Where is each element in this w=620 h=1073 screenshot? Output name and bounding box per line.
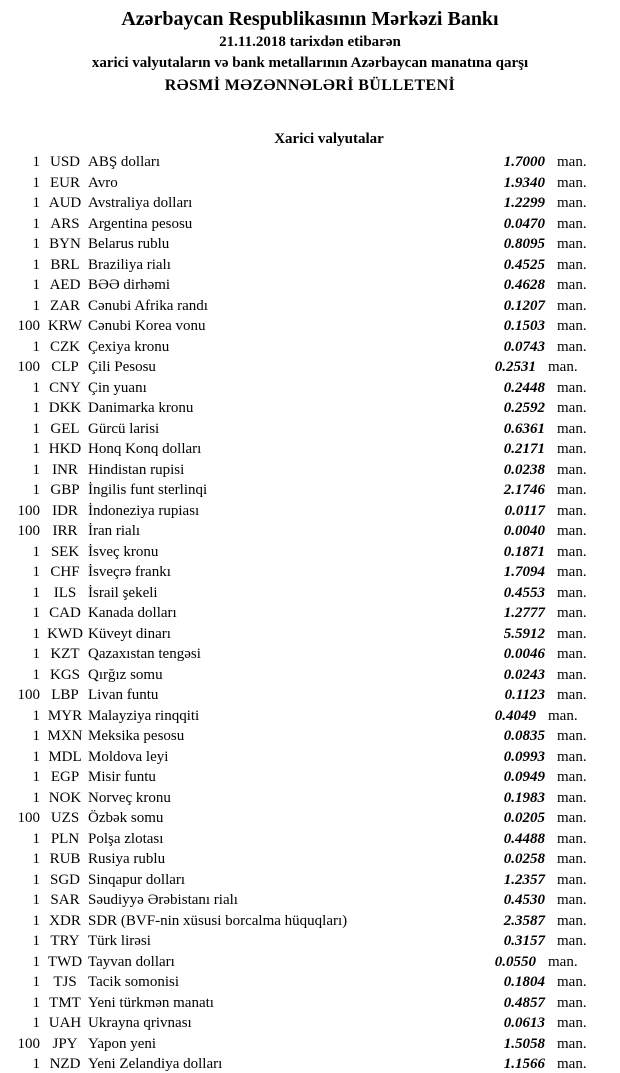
unit-label: man. — [557, 687, 587, 703]
exchange-rate: 0.4628 — [503, 277, 545, 293]
currency-code: ZAR — [50, 297, 80, 314]
rate-row — [0, 234, 605, 255]
exchange-rate: 0.0243 — [503, 666, 545, 683]
unit-label: man. — [557, 400, 587, 416]
unit-label: man. — [548, 953, 578, 970]
rate-row — [0, 726, 605, 747]
rate-row — [0, 890, 605, 911]
unit-label: man. — [557, 215, 587, 232]
unit-label: man. — [557, 666, 587, 683]
currency-code: KWD — [47, 625, 83, 642]
quantity: 1 — [32, 379, 40, 396]
unit-label: man. — [557, 543, 587, 560]
exchange-rate: 1.2777 — [503, 605, 545, 621]
exchange-rate: 0.2531 — [494, 359, 536, 375]
currency-code: CHF — [50, 564, 80, 580]
currency-code: PLN — [50, 830, 80, 847]
currency-code: AUD — [48, 195, 82, 211]
quantity: 1 — [32, 789, 40, 806]
exchange-rate: 0.0205 — [503, 810, 545, 826]
currency-name: Çili Pesosu — [88, 359, 156, 375]
quantity: 1 — [32, 584, 40, 601]
quantity: 1 — [32, 256, 40, 273]
exchange-rate: 0.4525 — [503, 256, 545, 273]
exchange-rate: 1.9340 — [503, 174, 545, 191]
currency-name: Tacik somonisi — [88, 974, 180, 990]
exchange-rate: 1.7000 — [503, 154, 545, 170]
currency-code: CAD — [49, 605, 81, 621]
currency-name: SDR (BVF-nin xüsusi borcalma hüquqları) — [88, 912, 348, 929]
rate-row — [0, 337, 605, 358]
currency-code: KZT — [50, 646, 80, 662]
exchange-rate: 0.1503 — [503, 318, 545, 334]
exchange-rate: 0.0613 — [503, 1015, 545, 1031]
currency-name: Yeni Zelandiya dolları — [88, 1056, 223, 1072]
quantity: 100 — [17, 810, 40, 826]
quantity: 1 — [32, 646, 40, 662]
unit-label: man. — [557, 933, 587, 949]
exchange-rate: 0.2592 — [503, 400, 545, 416]
bulletin-title: RƏSMİ MƏZƏNNƏLƏRİ BÜLLETENİ — [164, 77, 456, 94]
quantity: 1 — [32, 277, 40, 293]
exchange-rate: 0.2171 — [503, 441, 545, 457]
quantity: 1 — [32, 707, 40, 724]
subject-line: xarici valyutaların və bank metallarının Azərbaycan manatına qarşı — [91, 55, 529, 71]
currency-name: Gürcü larisi — [88, 420, 160, 437]
currency-code: TRY — [50, 933, 80, 949]
rate-row — [0, 562, 605, 583]
currency-name: Ukrayna qrivnası — [88, 1015, 192, 1031]
exchange-rate: 0.1983 — [503, 789, 545, 806]
unit-label: man. — [557, 236, 587, 252]
exchange-rate: 0.0550 — [494, 953, 536, 970]
unit-label: man. — [557, 277, 587, 293]
unit-label: man. — [557, 625, 587, 642]
unit-label: man. — [557, 769, 587, 785]
unit-label: man. — [557, 810, 587, 826]
quantity: 1 — [32, 154, 40, 170]
unit-label: man. — [557, 338, 587, 355]
exchange-rate: 0.0993 — [503, 748, 545, 765]
exchange-rate: 2.3587 — [503, 912, 545, 929]
rate-row — [0, 521, 605, 542]
unit-label: man. — [557, 646, 587, 662]
currency-name: Avstraliya dolları — [88, 195, 193, 211]
unit-label: man. — [557, 174, 587, 191]
currency-code: KGS — [49, 666, 80, 683]
unit-label: man. — [557, 584, 587, 601]
exchange-rate: 2.1746 — [503, 482, 545, 498]
rate-row — [0, 275, 605, 296]
currency-code: LBP — [51, 687, 79, 703]
unit-label: man. — [557, 256, 587, 273]
currency-code: DKK — [48, 400, 82, 416]
rate-row — [0, 193, 605, 214]
rate-row — [0, 480, 605, 501]
currency-name: Moldova leyi — [88, 748, 169, 765]
quantity: 100 — [17, 502, 40, 519]
rate-row — [0, 152, 605, 173]
quantity: 1 — [32, 482, 40, 498]
currency-name: Meksika pesosu — [88, 728, 185, 744]
unit-label: man. — [557, 912, 587, 929]
currency-name: Hindistan rupisi — [88, 461, 185, 478]
exchange-rate: 0.1871 — [503, 543, 545, 560]
rate-row — [0, 1054, 605, 1073]
quantity: 1 — [32, 892, 40, 908]
currency-name: Misir funtu — [88, 769, 156, 785]
bulletin-header — [0, 0, 620, 98]
quantity: 1 — [32, 420, 40, 437]
unit-label: man. — [557, 851, 587, 867]
currency-name: Çin yuanı — [88, 379, 147, 396]
unit-label: man. — [548, 707, 578, 724]
currency-code: NOK — [48, 789, 82, 806]
bank-title: Azərbaycan Respublikasının Mərkəzi Bankı — [121, 8, 499, 30]
rate-row — [0, 1013, 605, 1034]
quantity: 1 — [32, 441, 40, 457]
unit-label: man. — [557, 297, 587, 314]
exchange-rate: 0.6361 — [503, 420, 545, 437]
section-title: Xarici valyutalar — [274, 131, 384, 147]
quantity: 1 — [32, 215, 40, 232]
quantity: 100 — [17, 523, 40, 539]
currency-name: İsveçrə frankı — [88, 564, 171, 580]
currency-name: İsveç kronu — [88, 543, 159, 560]
unit-label: man. — [557, 420, 587, 437]
currency-code: UAH — [48, 1015, 82, 1031]
quantity: 1 — [32, 666, 40, 683]
currency-name: ABŞ dolları — [88, 154, 161, 170]
unit-label: man. — [557, 523, 587, 539]
rate-row — [0, 952, 605, 973]
currency-name: Malayziya rinqqiti — [88, 707, 200, 724]
unit-label: man. — [557, 830, 587, 847]
rate-row — [0, 439, 605, 460]
currency-code: CNY — [49, 379, 81, 396]
currency-code: CLP — [51, 359, 79, 375]
quantity: 1 — [32, 400, 40, 416]
rate-row — [0, 255, 605, 276]
exchange-rate: 0.4488 — [503, 830, 545, 847]
quantity: 1 — [32, 769, 40, 785]
currency-name: Avro — [88, 174, 118, 191]
unit-label: man. — [557, 728, 587, 744]
currency-name: Honq Konq dolları — [88, 441, 202, 457]
rate-row — [0, 398, 605, 419]
rate-row — [0, 542, 605, 563]
exchange-rate: 0.0470 — [503, 215, 545, 232]
currency-code: EGP — [50, 769, 80, 785]
currency-name: Türk lirəsi — [88, 933, 151, 949]
currency-name: Yeni türkmən manatı — [88, 994, 214, 1011]
currency-code: TWD — [47, 953, 83, 970]
exchange-rate: 1.5058 — [503, 1035, 545, 1052]
rate-row — [0, 378, 605, 399]
quantity: 100 — [17, 1035, 40, 1052]
quantity: 1 — [32, 236, 40, 252]
exchange-rate: 0.4049 — [494, 707, 536, 724]
rate-row — [0, 829, 605, 850]
quantity: 1 — [32, 1056, 40, 1072]
unit-label: man. — [557, 1056, 587, 1072]
unit-label: man. — [557, 564, 587, 580]
quantity: 1 — [32, 195, 40, 211]
quantity: 1 — [32, 871, 40, 888]
rate-row — [0, 419, 605, 440]
rate-row — [0, 808, 605, 829]
currency-name: İran rialı — [88, 523, 141, 539]
currency-code: MYR — [47, 707, 83, 724]
currency-code: IRR — [52, 523, 78, 539]
currency-name: Cənubi Afrika randı — [88, 297, 208, 314]
currency-name: Cənubi Korea vonu — [88, 318, 206, 334]
rate-row — [0, 460, 605, 481]
rate-row — [0, 644, 605, 665]
exchange-rate: 1.1566 — [503, 1056, 545, 1072]
currency-code: SEK — [50, 543, 80, 560]
unit-label: man. — [557, 154, 587, 170]
rate-row — [0, 911, 605, 932]
rate-row — [0, 296, 605, 317]
currency-code: EUR — [50, 174, 80, 191]
quantity: 1 — [32, 625, 40, 642]
currency-code: ARS — [50, 215, 80, 232]
currency-name: Rusiya rublu — [88, 851, 166, 867]
rate-row — [0, 747, 605, 768]
rate-row — [0, 316, 605, 337]
currency-name: Tayvan dolları — [88, 953, 175, 970]
exchange-rate: 1.2357 — [503, 871, 545, 888]
quantity: 1 — [32, 974, 40, 990]
currency-code: SGD — [49, 871, 80, 888]
currency-name: Səudiyyə Ərəbistanı rialı — [88, 892, 238, 908]
currency-code: KRW — [47, 318, 83, 334]
unit-label: man. — [557, 318, 587, 334]
currency-code: XDR — [49, 912, 81, 929]
currency-code: JPY — [52, 1035, 78, 1052]
quantity: 1 — [32, 851, 40, 867]
exchange-rate: 1.7094 — [503, 564, 545, 580]
currency-name: Danimarka kronu — [88, 400, 194, 416]
currency-code: IDR — [52, 502, 78, 519]
exchange-rate: 0.0117 — [504, 502, 545, 519]
rate-row — [0, 357, 605, 378]
unit-label: man. — [557, 605, 587, 621]
rate-row — [0, 931, 605, 952]
currency-name: Braziliya rialı — [88, 256, 171, 273]
currency-name: Qırğız somu — [88, 666, 163, 683]
currency-name: Livan funtu — [88, 687, 159, 703]
currency-name: Polşa zlotası — [88, 830, 164, 847]
currency-code: TJS — [53, 974, 77, 990]
unit-label: man. — [557, 1015, 587, 1031]
rate-row — [0, 665, 605, 686]
quantity: 100 — [17, 359, 40, 375]
currency-code: HKD — [48, 441, 82, 457]
currency-name: Çexiya kronu — [88, 338, 170, 355]
exchange-rate: 0.0238 — [503, 461, 545, 478]
rate-row — [0, 870, 605, 891]
unit-label: man. — [557, 195, 587, 211]
exchange-rate: 0.1804 — [503, 974, 545, 990]
exchange-rate: 0.0949 — [503, 769, 545, 785]
quantity: 1 — [32, 297, 40, 314]
rate-row — [0, 849, 605, 870]
quantity: 1 — [32, 605, 40, 621]
currency-code: USD — [49, 154, 80, 170]
currency-code: INR — [52, 461, 78, 478]
currency-name: BƏƏ dirhəmi — [88, 277, 171, 293]
unit-label: man. — [557, 441, 587, 457]
currency-name: İsrail şekeli — [88, 584, 158, 601]
currency-code: GBP — [50, 482, 80, 498]
currency-name: Küveyt dinarı — [88, 625, 171, 642]
rate-row — [0, 767, 605, 788]
currency-code: CZK — [50, 338, 80, 355]
unit-label: man. — [557, 748, 587, 765]
currency-code: GEL — [50, 420, 80, 437]
quantity: 1 — [32, 728, 40, 744]
exchange-rate: 0.4530 — [503, 892, 545, 908]
unit-label: man. — [557, 892, 587, 908]
exchange-rate: 0.1123 — [504, 687, 545, 703]
exchange-rate: 0.2448 — [503, 379, 545, 396]
quantity: 100 — [17, 687, 40, 703]
currency-code: RUB — [49, 851, 81, 867]
currency-code: NZD — [49, 1056, 81, 1072]
exchange-rate: 0.4857 — [503, 994, 545, 1011]
quantity: 1 — [32, 994, 40, 1011]
currency-code: AED — [49, 277, 81, 293]
unit-label: man. — [557, 379, 587, 396]
quantity: 1 — [32, 564, 40, 580]
currency-name: Qazaxıstan tengəsi — [88, 646, 201, 662]
currency-name: İndoneziya rupiası — [88, 502, 200, 519]
exchange-rate: 0.8095 — [503, 236, 545, 252]
exchange-rate: 5.5912 — [503, 625, 545, 642]
quantity: 1 — [32, 461, 40, 478]
rate-row — [0, 624, 605, 645]
currency-name: Norveç kronu — [88, 789, 171, 806]
exchange-rate: 0.3157 — [503, 933, 545, 949]
rate-row — [0, 993, 605, 1014]
currency-name: Kanada dolları — [88, 605, 177, 621]
quantity: 1 — [32, 1015, 40, 1031]
quantity: 1 — [32, 933, 40, 949]
exchange-rate: 0.1207 — [503, 297, 545, 314]
currency-name: Sinqapur dolları — [88, 871, 186, 888]
effective-date: 21.11.2018 tarixdən etibarən — [219, 34, 401, 50]
rate-row — [0, 706, 605, 727]
quantity: 1 — [32, 748, 40, 765]
unit-label: man. — [557, 461, 587, 478]
quantity: 1 — [32, 338, 40, 355]
unit-label: man. — [557, 974, 587, 990]
unit-label: man. — [548, 359, 578, 375]
quantity: 1 — [32, 543, 40, 560]
currency-code: MDL — [48, 748, 82, 765]
currency-name: Belarus rublu — [88, 236, 170, 252]
quantity: 1 — [32, 953, 40, 970]
rate-row — [0, 972, 605, 993]
currency-code: TMT — [49, 994, 81, 1011]
exchange-rate: 0.0743 — [503, 338, 545, 355]
exchange-rate: 0.0258 — [503, 851, 545, 867]
currency-code: BRL — [50, 256, 80, 273]
quantity: 100 — [17, 318, 40, 334]
unit-label: man. — [557, 1035, 587, 1052]
unit-label: man. — [557, 789, 587, 806]
rate-row — [0, 788, 605, 809]
exchange-rate: 0.0040 — [503, 523, 545, 539]
currency-code: ILS — [53, 584, 77, 601]
quantity: 1 — [32, 830, 40, 847]
rate-row — [0, 685, 605, 706]
rate-row — [0, 583, 605, 604]
rate-row — [0, 173, 605, 194]
currency-code: SAR — [50, 892, 80, 908]
currency-name: İngilis funt sterlinqi — [88, 482, 208, 498]
currency-code: BYN — [49, 236, 81, 252]
rate-row — [0, 1034, 605, 1055]
currency-name: Yapon yeni — [88, 1035, 157, 1052]
unit-label: man. — [557, 482, 587, 498]
exchange-rate: 0.0046 — [503, 646, 545, 662]
exchange-rate: 1.2299 — [503, 195, 545, 211]
quantity: 1 — [32, 912, 40, 929]
rate-row — [0, 501, 605, 522]
currency-name: Argentina pesosu — [88, 215, 193, 232]
exchange-rate: 0.0835 — [503, 728, 545, 744]
exchange-rate: 0.4553 — [503, 584, 545, 601]
unit-label: man. — [557, 994, 587, 1011]
rates-table — [0, 152, 620, 1073]
rate-row — [0, 603, 605, 624]
unit-label: man. — [557, 502, 587, 519]
currency-code: UZS — [50, 810, 80, 826]
rate-row — [0, 214, 605, 235]
unit-label: man. — [557, 871, 587, 888]
currency-code: MXN — [47, 728, 83, 744]
currency-name: Özbək somu — [88, 810, 164, 826]
quantity: 1 — [32, 174, 40, 191]
